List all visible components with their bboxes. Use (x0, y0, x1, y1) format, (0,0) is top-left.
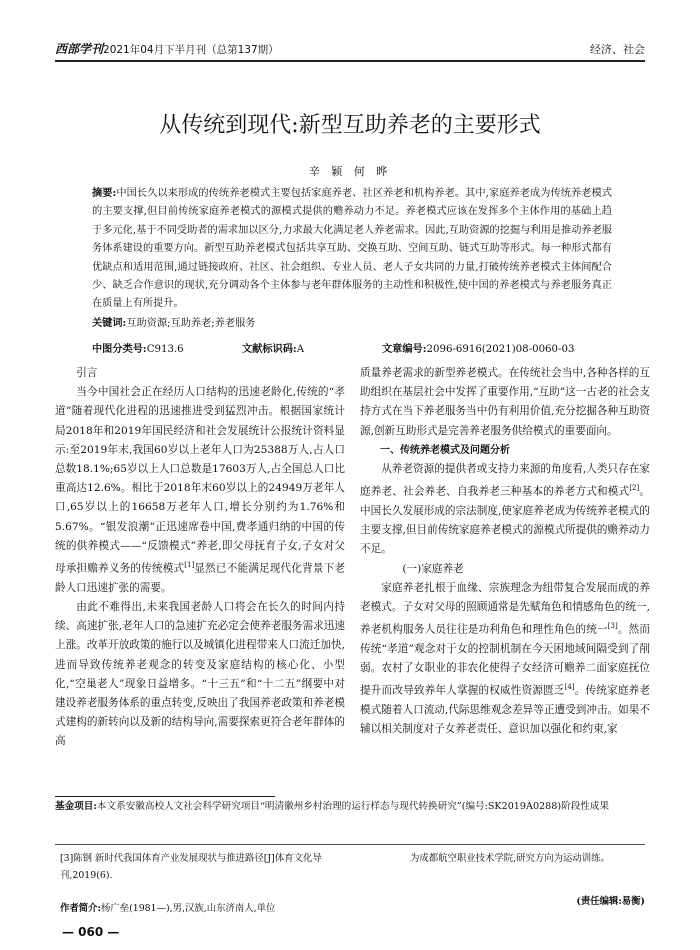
abstract-label: 摘要: (92, 187, 117, 199)
journal-name: 西部学刊 (55, 42, 104, 56)
abstract-block (92, 184, 612, 333)
right-p3-tail: 。传统家庭养老模式随着人口流动,代际思维观念差异等正遭受到冲击。如果不辅以相关制度对子女养老责任、意识加以强化和约束,家 (360, 684, 650, 736)
body-left-column (55, 364, 345, 752)
right-p3-text: 家庭养老扎根于血缘、宗族理念为纽带复合发展而成的养老模式。子女对父母的照顾通常是先赋角色和情感角色的统一,养老机构服务人员往往是功利角色和理性角色的统一 (360, 581, 650, 636)
body-right-column (360, 364, 650, 739)
clc-group (92, 340, 184, 355)
doc-code-label: 文献标识码: (242, 343, 297, 355)
journal-header (55, 40, 279, 57)
article-no-label: 文章编号: (382, 343, 427, 355)
keywords-label: 关键词: (92, 316, 127, 329)
header-rule (55, 60, 645, 62)
author-bio-text: 杨广垒(1981—),男,汉族,山东济南人,单位 (100, 903, 276, 914)
article-no-group (382, 340, 574, 355)
article-authors: 辛 颖 何 晔 (308, 165, 392, 178)
right-paragraph-1: 质量养老需求的新型养老模式。在传统社会当中,各种各样的互助组织在基层社会中发挥了重要作用,“互助”这一古老的社会支持方式在当下养老服务当中仍有利用价值,充分挖掘各种互助资源,创新互助形式是完善养老服务供给模式的重要面向。 (360, 367, 650, 437)
responsible-editor: (责任编辑:易衡) (576, 896, 645, 907)
keywords-text: 互助资源;互助养老;养老服务 (126, 317, 256, 329)
abstract-text: 中国长久以来形成的传统养老模式主要包括家庭养老、社区养老和机构养老。其中,家庭养老成为传统养老模式的主要支撑,但目前传统家庭养老模式的源模式提供的赡养动力不足。养老模式应该在发挥多个主体作用的基础上趋于多元化,基于不同受助者的需求加以区分,力求最大化满足老人养老需求。因此,互助资源的挖掘与利用是推动养老服务体系建设的重要方向。新型互助养老模式包括共享互助、交换互助、空间互助、链式互助等形式。每一种形式都有优缺点和适用范围,通过链接政府、社区、社会组织、专业人员、老人子女共同的力量,打破传统养老模式主体间配合少、缺乏合作意识的现状,充分调动各个主体参与老年群体服务的主动性和积极性,使中国的养老模式与养老服务真正在质量上有所提升。 (92, 188, 612, 310)
right-p2-tail: 。中国长久发展形成的宗法制度,使家庭养老成为传统养老模式的主要支撑,但目前传统家庭养老模式的源模式所提供的赡养动力不足。 (360, 485, 651, 556)
intro-p1-text: 当今中国社会正在经历人口结构的迅速老龄化,传统的“孝道”随着现代化进程的迅速推进受到猛烈冲击。根据国家统计局2018年和2019年国民经济和社会发展统计公报统计资料显示:至2019年末,我国60岁以上老年人口为25388万人,占人口总数18.1%;65岁以上人口总数是17603万人,占全国总人口比重高达12.6%。相比于2018年末60岁以上的24949万老年人口,65岁以上的16658万老年人口,增长分别约为1.76%和5.67%。“银发浪潮”正迅速席卷中国,费孝通归纳的中国的传统的供养模式——“反馈模式”养老,即父母抚育子女,子女对父母承担赡养义务的传统模式 (55, 386, 345, 575)
article-title: 从传统到现代:新型互助养老的主要形式 (159, 113, 541, 138)
clc-value: C913.6 (146, 344, 184, 355)
right-paragraph-3 (360, 579, 650, 740)
intro-p1-tail: 显然已不能满足现代化背景下老龄人口迅速扩张的需要。 (55, 562, 346, 594)
intro-paragraph-2: 由此不难得出,未来我国老龄人口将会在长久的时间内持续、高速扩张,老年人口的急速扩充必定会使养老服务需求迅速上涨。改革开放政策的施行以及城镇化进程带来人口流迁加快,进而导致传统养老观念的转变及家庭结构的核心化、小型化,“空巢老人”现象日益增多。“十三五”和“十二五”纲要中对建设养老服务体系的重点转变,反映出了我国养老政策和养老模式建构的新转向以及新的结构导向,需要探索更符合老年群体的高 (55, 600, 345, 748)
author-bio-label: 作者简介: (60, 903, 101, 914)
author-bio-continued: 为成都航空职业技术学院,研究方向为运动训练。 (410, 853, 610, 864)
intro-paragraph-1 (55, 383, 345, 598)
doc-code-value: A (296, 344, 305, 355)
right-paragraph-2 (360, 460, 650, 560)
funding-rule (55, 796, 275, 797)
subsection-1-heading: (一)家庭养老 (402, 562, 464, 575)
author-bio (60, 900, 360, 917)
ref-4: [4] (564, 683, 575, 692)
funding-label: 基金项目: (55, 801, 97, 812)
funding-note (55, 798, 650, 815)
footer-rule (55, 844, 645, 845)
journal-issue: 2021年04月下半月刊（总第137期） (103, 44, 279, 56)
ref-3: [3] (607, 622, 618, 631)
ref-1: [1] (184, 561, 195, 570)
right-p3-mid: 。然而传统“孝道”观念对于女的控制机制在今天困地域间隔受到了削弱。农村了女职业的非农化使得子女经济可赡养二面家庭抚位提升而改导致养年人掌握的权威性资源匮乏 (360, 623, 651, 697)
keywords-line (92, 314, 612, 333)
intro-heading: 引言 (76, 367, 98, 379)
section-label: 经济、社会 (590, 43, 645, 56)
section-1-heading: 一、传统养老模式及问题分析 (380, 444, 510, 456)
footnote-reference: [3]陈钢 新时代我国体育产业发展现状与推进路径[J]体育文化导刊,2019(6). (60, 853, 322, 881)
ref-2: [2] (629, 484, 640, 493)
funding-text: 本文系安徽高校人文社会科学研究项目“明清徽州乡村治理的运行样态与现代转换研究”(编号:SK2019A0288)阶段性成果 (96, 801, 610, 812)
doc-code-group (242, 340, 304, 355)
clc-label: 中图分类号: (92, 343, 147, 355)
article-no-value: 2096-6916(2021)08-0060-03 (426, 344, 575, 355)
right-p2-text: 从养老资源的提供者或支持力来源的角度看,人类只存在家庭养老、社会养老、自我养老三种基本的养老方式和模式 (360, 463, 650, 498)
page-number: — 060 — (62, 925, 120, 939)
